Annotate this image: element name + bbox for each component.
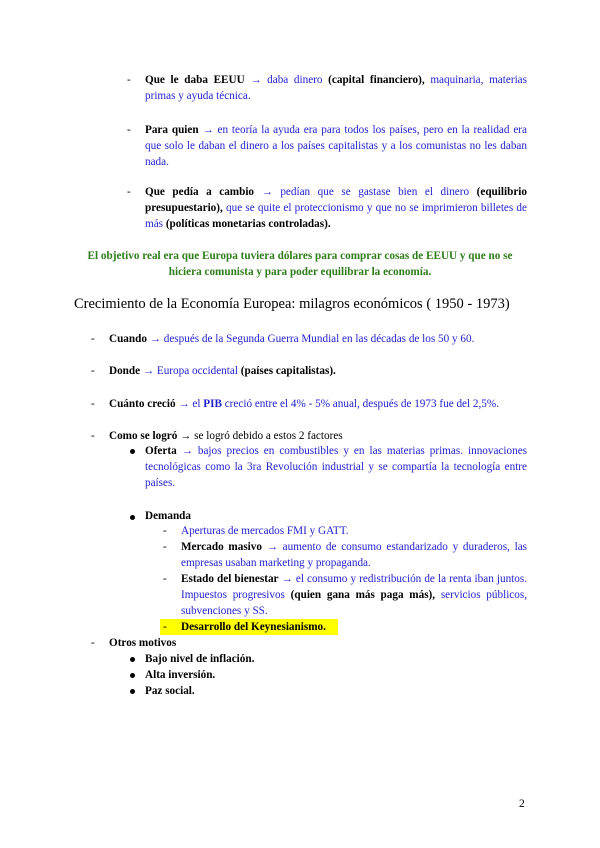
item-bold: (equilibrio presupuestario), (145, 186, 527, 214)
arrow: → (142, 365, 155, 377)
item-text: que se quite el proteccionismo y que no se imprimieron billetes de más (145, 202, 527, 230)
arrow: → (181, 445, 193, 457)
item-text: daba dinero (267, 74, 323, 86)
bullet-dot (130, 657, 135, 662)
bullet-dash: - (127, 124, 131, 136)
item-bold: (políticas monetarias controladas). (165, 218, 331, 230)
item-label: Como se logró (109, 430, 178, 442)
bullet-dash: - (163, 621, 167, 633)
bullet-dash: - (91, 398, 95, 410)
arrow: → (180, 430, 192, 442)
section-heading: Crecimiento de la Economía Europea: milagros económicos ( 1950 - 1973) (74, 296, 510, 312)
item-text: bajos precios en combustibles y en las materias primas. innovaciones tecnológicas como la 3ra Revolución industrial y se compartía la tecnología entre países. (145, 445, 528, 489)
arrow: → (202, 124, 214, 136)
item-label: Que pedía a cambio (145, 186, 255, 198)
arrow: → (250, 74, 262, 86)
page-number: 2 (519, 798, 525, 810)
bullet-dash: - (91, 637, 95, 649)
item-text: el consumo y redistribución de la renta iban juntos. Impuestos progresivos (181, 573, 528, 601)
bullet-dash: - (91, 365, 95, 377)
item-que-pedia (145, 184, 527, 232)
arrow: → (261, 186, 273, 198)
item-como (109, 428, 529, 444)
bullet-dot (130, 689, 135, 694)
item-para-quien (145, 122, 527, 170)
pib-term: PIB (203, 398, 222, 410)
item-label: Donde (109, 365, 141, 377)
item-label: Otros motivos (109, 637, 177, 649)
item-label: Demanda (145, 510, 191, 522)
item-keynesianismo (181, 619, 381, 635)
item-bold: (países capitalistas). (240, 365, 336, 377)
conclusion-text: El objetivo real era que Europa tuviera dólares para comprar cosas de EEUU y que no se hiciera comunista y para poder equilibrar la economía. (87, 250, 513, 278)
item-mercado-masivo (181, 539, 527, 571)
item-label: Cuánto creció (109, 398, 176, 410)
item-cuanto (109, 396, 527, 412)
item-label: Para quien (145, 124, 199, 136)
item-aperturas: Aperturas de mercados FMI y GATT. (181, 525, 349, 537)
arrow: → (149, 333, 161, 345)
bullet-dash: - (127, 186, 131, 198)
item-text: pedían que se gastase bien el dinero (280, 186, 470, 198)
item-bold: (quien gana más paga más), (290, 589, 436, 601)
arrow: → (178, 398, 190, 410)
item-text: el (192, 398, 201, 410)
item-label: Alta inversión. (145, 669, 216, 681)
item-inversion (145, 667, 445, 683)
bullet-dot (130, 449, 135, 454)
item-text: en teoría la ayuda era para todos los países, pero en la realidad era que solo le daban el dinero a los países capitalistas y a los comunistas no les daban nada. (145, 124, 527, 168)
bullet-dash: - (163, 573, 167, 585)
arrow: → (266, 541, 278, 553)
item-label: Cuando (109, 333, 147, 345)
arrow: → (281, 573, 293, 585)
item-oferta (145, 443, 527, 491)
item-que-le-daba (145, 72, 527, 104)
item-donde (109, 363, 529, 379)
item-text: se logró debido a estos 2 factores (194, 430, 343, 442)
item-otros-motivos (109, 635, 409, 651)
item-label: Bajo nivel de inflación. (145, 653, 255, 665)
item-text: Europa occidental (156, 365, 238, 377)
item-label: Oferta (145, 445, 177, 457)
item-label: Estado del bienestar (181, 573, 279, 585)
item-inflacion (145, 651, 445, 667)
item-label: Paz social. (145, 685, 195, 697)
item-text: maquinaria, materias primas y ayuda técnica. (145, 74, 527, 102)
item-label: Desarrollo del Keynesianismo. (181, 621, 326, 633)
item-label: Que le daba EEUU (145, 74, 245, 86)
bullet-dash: - (163, 525, 167, 537)
item-paz-social (145, 683, 445, 699)
item-text: aumento de consumo estandarizado y duraderos, las empresas usaban marketing y propaganda. (181, 541, 528, 569)
bullet-dash: - (91, 333, 95, 345)
bullet-dash: - (91, 430, 95, 442)
item-text: después de la Segunda Guerra Mundial en las décadas de los 50 y 60. (163, 333, 475, 345)
item-demanda (145, 508, 345, 524)
bullet-dash: - (127, 74, 131, 86)
item-text: servicios públicos, subvenciones y SS. (181, 589, 528, 617)
bullet-dot (130, 673, 135, 678)
item-cuando (109, 331, 529, 347)
item-text: creció entre el 4% - 5% anual, después de 1973 fue del 2,5%. (224, 398, 500, 410)
bullet-dash: - (163, 541, 167, 553)
item-estado-bienestar (181, 571, 527, 619)
item-label: Mercado masivo (181, 541, 262, 553)
bullet-dot (130, 515, 135, 520)
item-bold: (capital financiero), (328, 74, 425, 86)
